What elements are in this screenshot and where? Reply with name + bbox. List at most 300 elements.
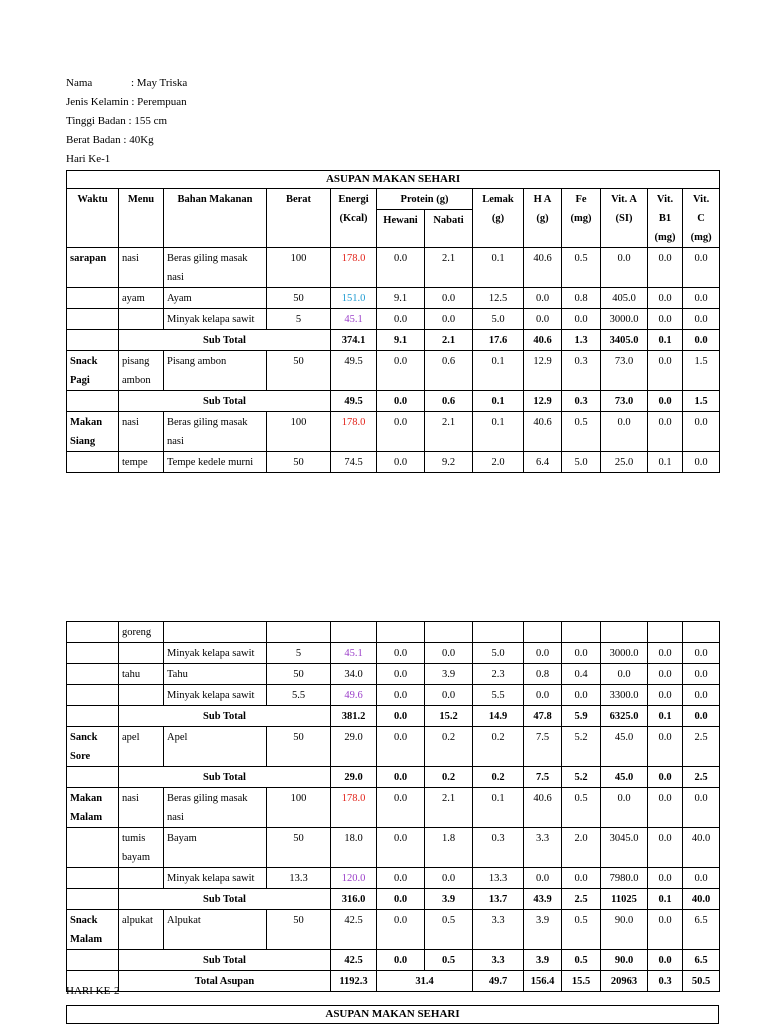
cell-value: 100 xyxy=(267,248,331,288)
cell-menu: alpukat xyxy=(119,910,164,950)
subtotal-value: 5.2 xyxy=(562,767,601,788)
cell-value: 0.0 xyxy=(648,788,683,828)
cell-value xyxy=(473,622,524,643)
subtotal-value: 0.0 xyxy=(377,950,425,971)
cell-value: 3.3 xyxy=(524,828,562,868)
cell-value: 0.5 xyxy=(562,788,601,828)
table-row xyxy=(67,309,720,330)
cell-value: 0.0 xyxy=(683,643,720,664)
subtotal-value: 90.0 xyxy=(601,950,648,971)
cell-value: 0.0 xyxy=(601,248,648,288)
cell-value: 0.0 xyxy=(425,685,473,706)
header-menu: Menu xyxy=(119,189,164,248)
info-nama xyxy=(66,74,187,93)
cell-value: 100 xyxy=(267,412,331,452)
cell-value: 0.2 xyxy=(425,727,473,767)
cell-value: 25.0 xyxy=(601,452,648,473)
header-nabati: Nabati xyxy=(425,210,473,248)
subtotal-value: 2.5 xyxy=(683,767,720,788)
total-value: 15.5 xyxy=(562,971,601,992)
cell-value: 0.0 xyxy=(425,309,473,330)
cell-value: 0.0 xyxy=(648,868,683,889)
subtotal-value: 0.1 xyxy=(473,391,524,412)
cell-value: 0.0 xyxy=(562,685,601,706)
subtotal-value: 0.0 xyxy=(683,330,720,351)
subtotal-spacer xyxy=(67,706,119,727)
header-lemak-label: Lemak xyxy=(482,194,514,205)
table-body-2 xyxy=(67,622,720,992)
header-vitc-b: C xyxy=(697,213,705,224)
subtotal-value: 43.9 xyxy=(524,889,562,910)
cell-menu xyxy=(119,309,164,330)
subtotal-row xyxy=(67,706,720,727)
subtotal-value: 1.5 xyxy=(683,391,720,412)
cell-value: 2.1 xyxy=(425,248,473,288)
cell-value: 2.3 xyxy=(473,664,524,685)
cell-value: 0.0 xyxy=(377,727,425,767)
cell-value: 2.5 xyxy=(683,727,720,767)
cell-value: 3045.0 xyxy=(601,828,648,868)
cell-bahan xyxy=(164,622,267,643)
cell-value: 50 xyxy=(267,288,331,309)
header-energi-unit: (Kcal) xyxy=(339,213,368,224)
cell-value: 0.3 xyxy=(473,828,524,868)
cell-bahan: Minyak kelapa sawit xyxy=(164,868,267,889)
cell-bahan: Bayam xyxy=(164,828,267,868)
cell-waktu: Makan Malam xyxy=(67,788,119,828)
cell-value: 405.0 xyxy=(601,288,648,309)
table-row xyxy=(67,288,720,309)
cell-value: 0.0 xyxy=(683,685,720,706)
header-ha-unit: (g) xyxy=(536,213,549,224)
subtotal-label: Sub Total xyxy=(119,706,331,727)
subtotal-value: 17.6 xyxy=(473,330,524,351)
subtotal-value: 13.7 xyxy=(473,889,524,910)
cell-value: 2.1 xyxy=(425,412,473,452)
header-lemak xyxy=(473,189,524,248)
subtotal-value: 49.5 xyxy=(331,391,377,412)
cell-value: 0.8 xyxy=(562,288,601,309)
table-title: ASUPAN MAKAN SEHARI xyxy=(67,171,720,189)
table-row xyxy=(67,622,720,643)
cell-waktu xyxy=(67,288,119,309)
cell-value xyxy=(425,622,473,643)
cell-value: 0.0 xyxy=(648,351,683,391)
subtotal-value: 0.1 xyxy=(648,330,683,351)
subtotal-value: 381.2 xyxy=(331,706,377,727)
subtotal-value: 0.5 xyxy=(562,950,601,971)
cell-waktu xyxy=(67,868,119,889)
cell-menu: goreng xyxy=(119,622,164,643)
table-title-row xyxy=(67,171,720,189)
cell-value: 0.0 xyxy=(601,664,648,685)
cell-energi: 29.0 xyxy=(331,727,377,767)
cell-value: 0.0 xyxy=(562,868,601,889)
cell-value: 0.3 xyxy=(562,351,601,391)
cell-menu: tumis bayam xyxy=(119,828,164,868)
cell-value: 0.0 xyxy=(601,788,648,828)
subtotal-row xyxy=(67,330,720,351)
cell-value: 0.6 xyxy=(425,351,473,391)
cell-value: 6.5 xyxy=(683,910,720,950)
cell-value: 40.6 xyxy=(524,412,562,452)
cell-energi: 42.5 xyxy=(331,910,377,950)
subtotal-label: Sub Total xyxy=(119,767,331,788)
cell-waktu: Snack Pagi xyxy=(67,351,119,391)
cell-bahan: Tahu xyxy=(164,664,267,685)
cell-value: 0.0 xyxy=(377,412,425,452)
cell-value: 90.0 xyxy=(601,910,648,950)
subtotal-label: Sub Total xyxy=(119,391,331,412)
subtotal-value: 45.0 xyxy=(601,767,648,788)
cell-value: 3.9 xyxy=(425,664,473,685)
header-ha-label: H A xyxy=(533,194,552,205)
subtotal-label: Sub Total xyxy=(119,330,331,351)
asupan-table-day1-part1 xyxy=(66,170,720,473)
cell-value: 0.0 xyxy=(377,788,425,828)
cell-value: 7.5 xyxy=(524,727,562,767)
cell-bahan: Beras giling masak nasi xyxy=(164,788,267,828)
cell-value: 0.1 xyxy=(648,452,683,473)
cell-menu: apel xyxy=(119,727,164,767)
cell-value: 12.9 xyxy=(524,351,562,391)
cell-value: 0.0 xyxy=(683,248,720,288)
cell-value: 0.0 xyxy=(562,309,601,330)
total-value: 0.3 xyxy=(648,971,683,992)
cell-value: 5 xyxy=(267,643,331,664)
header-fe-unit: (mg) xyxy=(570,213,592,224)
header-fe xyxy=(562,189,601,248)
cell-value: 0.0 xyxy=(648,248,683,288)
header-vitb1-unit: (mg) xyxy=(654,232,676,243)
cell-value: 0.0 xyxy=(377,868,425,889)
cell-value: 5 xyxy=(267,309,331,330)
table-title-day2: ASUPAN MAKAN SEHARI xyxy=(67,1006,719,1024)
subtotal-label: Sub Total xyxy=(119,889,331,910)
table-row xyxy=(67,452,720,473)
cell-value: 50 xyxy=(267,351,331,391)
cell-menu xyxy=(119,643,164,664)
cell-value: 5.0 xyxy=(473,643,524,664)
cell-bahan: Beras giling masak nasi xyxy=(164,412,267,452)
header-protein: Protein (g) xyxy=(377,189,473,210)
cell-waktu: Snack Malam xyxy=(67,910,119,950)
cell-value: 2.0 xyxy=(562,828,601,868)
subtotal-value: 316.0 xyxy=(331,889,377,910)
cell-menu xyxy=(119,685,164,706)
cell-energi: 178.0 xyxy=(331,412,377,452)
cell-energi: 120.0 xyxy=(331,868,377,889)
cell-value: 0.0 xyxy=(524,643,562,664)
asupan-table-day1-part2 xyxy=(66,621,720,992)
subtotal-spacer xyxy=(67,767,119,788)
cell-bahan: Pisang ambon xyxy=(164,351,267,391)
cell-value: 0.0 xyxy=(648,288,683,309)
subtotal-value: 2.1 xyxy=(425,330,473,351)
table-title-row-day2 xyxy=(67,1006,719,1024)
cell-menu: pisang ambon xyxy=(119,351,164,391)
header-berat: Berat xyxy=(267,189,331,248)
cell-value xyxy=(648,622,683,643)
cell-value: 0.0 xyxy=(524,868,562,889)
cell-menu: nasi xyxy=(119,412,164,452)
table-row xyxy=(67,788,720,828)
subtotal-row xyxy=(67,767,720,788)
cell-value: 0.0 xyxy=(683,664,720,685)
cell-value xyxy=(562,622,601,643)
asupan-table-day2 xyxy=(66,1005,719,1024)
cell-value: 0.5 xyxy=(562,910,601,950)
cell-value: 0.0 xyxy=(648,910,683,950)
header-fe-label: Fe xyxy=(575,194,587,205)
cell-energi: 49.6 xyxy=(331,685,377,706)
subtotal-value: 3.9 xyxy=(425,889,473,910)
cell-value: 3000.0 xyxy=(601,643,648,664)
header-row-1 xyxy=(67,189,720,210)
total-value: 20963 xyxy=(601,971,648,992)
cell-value: 5.5 xyxy=(473,685,524,706)
header-bahan: Bahan Makanan xyxy=(164,189,267,248)
cell-menu: nasi xyxy=(119,788,164,828)
cell-menu: ayam xyxy=(119,288,164,309)
subtotal-value: 0.0 xyxy=(377,706,425,727)
header-waktu: Waktu xyxy=(67,189,119,248)
cell-bahan: Minyak kelapa sawit xyxy=(164,685,267,706)
hari-2-label: HARI KE-2 xyxy=(66,985,120,997)
total-label: Total Asupan xyxy=(119,971,331,992)
subtotal-value: 47.8 xyxy=(524,706,562,727)
cell-energi: 178.0 xyxy=(331,788,377,828)
subtotal-value: 0.0 xyxy=(377,391,425,412)
header-vitc-a: Vit. xyxy=(692,194,710,205)
subtotal-row xyxy=(67,889,720,910)
cell-value: 0.0 xyxy=(683,452,720,473)
cell-bahan: Minyak kelapa sawit xyxy=(164,309,267,330)
cell-value: 0.0 xyxy=(377,309,425,330)
subtotal-label: Sub Total xyxy=(119,950,331,971)
info-jenis-kelamin: Jenis Kelamin : Perempuan xyxy=(66,96,187,108)
table-row xyxy=(67,727,720,767)
cell-value: 73.0 xyxy=(601,351,648,391)
cell-value: 0.0 xyxy=(377,452,425,473)
subtotal-value: 5.9 xyxy=(562,706,601,727)
subtotal-spacer xyxy=(67,391,119,412)
total-value: 1192.3 xyxy=(331,971,377,992)
subtotal-value: 14.9 xyxy=(473,706,524,727)
cell-value: 1.8 xyxy=(425,828,473,868)
cell-value: 0.0 xyxy=(562,643,601,664)
cell-value: 0.0 xyxy=(377,248,425,288)
cell-value: 0.0 xyxy=(377,664,425,685)
cell-value: 0.0 xyxy=(377,828,425,868)
table-row xyxy=(67,643,720,664)
cell-value: 50 xyxy=(267,452,331,473)
subtotal-value: 0.2 xyxy=(425,767,473,788)
cell-menu xyxy=(119,868,164,889)
total-value: 156.4 xyxy=(524,971,562,992)
header-hewani: Hewani xyxy=(377,210,425,248)
header-vita-label: Vit. A xyxy=(611,194,637,205)
subtotal-row xyxy=(67,391,720,412)
cell-value: 0.1 xyxy=(473,788,524,828)
cell-value: 0.0 xyxy=(683,412,720,452)
cell-value: 5.2 xyxy=(562,727,601,767)
cell-value: 40.0 xyxy=(683,828,720,868)
cell-value: 2.0 xyxy=(473,452,524,473)
subtotal-value: 6.5 xyxy=(683,950,720,971)
subtotal-value: 12.9 xyxy=(524,391,562,412)
cell-value: 0.0 xyxy=(648,828,683,868)
header-vita-unit: (SI) xyxy=(615,213,633,224)
total-value: 50.5 xyxy=(683,971,720,992)
cell-waktu xyxy=(67,685,119,706)
cell-value: 5.5 xyxy=(267,685,331,706)
cell-energi: 34.0 xyxy=(331,664,377,685)
info-tinggi-badan: Tinggi Badan : 155 cm xyxy=(66,115,168,127)
cell-value: 0.0 xyxy=(648,664,683,685)
cell-waktu xyxy=(67,643,119,664)
table-row xyxy=(67,828,720,868)
cell-waktu xyxy=(67,664,119,685)
cell-energi: 45.1 xyxy=(331,643,377,664)
cell-value: 40.6 xyxy=(524,248,562,288)
subtotal-value: 3.9 xyxy=(524,950,562,971)
table-row xyxy=(67,248,720,288)
cell-energi xyxy=(331,622,377,643)
subtotal-value: 15.2 xyxy=(425,706,473,727)
cell-energi: 18.0 xyxy=(331,828,377,868)
cell-value: 13.3 xyxy=(267,868,331,889)
cell-value: 6.4 xyxy=(524,452,562,473)
cell-value: 100 xyxy=(267,788,331,828)
subtotal-row xyxy=(67,950,720,971)
header-vitb1-a: Vit. xyxy=(656,194,674,205)
cell-value: 0.0 xyxy=(648,412,683,452)
cell-value: 0.1 xyxy=(473,351,524,391)
subtotal-value: 0.5 xyxy=(425,950,473,971)
cell-value: 7980.0 xyxy=(601,868,648,889)
cell-value: 0.0 xyxy=(683,309,720,330)
cell-energi: 178.0 xyxy=(331,248,377,288)
subtotal-value: 0.0 xyxy=(683,706,720,727)
subtotal-value: 0.0 xyxy=(377,767,425,788)
subtotal-value: 6325.0 xyxy=(601,706,648,727)
subtotal-value: 42.5 xyxy=(331,950,377,971)
cell-value: 50 xyxy=(267,664,331,685)
patient-info xyxy=(66,74,187,169)
cell-value: 0.0 xyxy=(524,309,562,330)
cell-value: 0.0 xyxy=(648,309,683,330)
table-row xyxy=(67,868,720,889)
subtotal-value: 0.0 xyxy=(377,889,425,910)
cell-value xyxy=(267,622,331,643)
subtotal-value: 40.6 xyxy=(524,330,562,351)
subtotal-value: 0.0 xyxy=(648,767,683,788)
cell-menu: tahu xyxy=(119,664,164,685)
cell-value: 0.0 xyxy=(648,685,683,706)
cell-value: 0.0 xyxy=(601,412,648,452)
subtotal-value: 3.3 xyxy=(473,950,524,971)
table-row xyxy=(67,412,720,452)
header-vitb1 xyxy=(648,189,683,248)
cell-value: 45.0 xyxy=(601,727,648,767)
cell-value: 0.0 xyxy=(683,868,720,889)
header-energi xyxy=(331,189,377,248)
subtotal-value: 2.5 xyxy=(562,889,601,910)
cell-value: 0.5 xyxy=(425,910,473,950)
cell-value: 0.0 xyxy=(683,288,720,309)
cell-value: 1.5 xyxy=(683,351,720,391)
cell-waktu xyxy=(67,309,119,330)
table-row xyxy=(67,910,720,950)
subtotal-value: 0.1 xyxy=(648,889,683,910)
cell-bahan: Alpukat xyxy=(164,910,267,950)
cell-menu: nasi xyxy=(119,248,164,288)
subtotal-value: 374.1 xyxy=(331,330,377,351)
cell-bahan: Ayam xyxy=(164,288,267,309)
cell-value: 50 xyxy=(267,727,331,767)
cell-value: 0.2 xyxy=(473,727,524,767)
cell-value: 0.0 xyxy=(377,643,425,664)
cell-value: 5.0 xyxy=(562,452,601,473)
cell-value xyxy=(524,622,562,643)
cell-bahan: Minyak kelapa sawit xyxy=(164,643,267,664)
cell-value: 0.0 xyxy=(524,288,562,309)
total-value: 49.7 xyxy=(473,971,524,992)
cell-value xyxy=(601,622,648,643)
cell-value: 13.3 xyxy=(473,868,524,889)
cell-value: 0.8 xyxy=(524,664,562,685)
cell-bahan: Beras giling masak nasi xyxy=(164,248,267,288)
cell-value: 0.0 xyxy=(377,685,425,706)
cell-value: 3.3 xyxy=(473,910,524,950)
cell-value: 5.0 xyxy=(473,309,524,330)
header-lemak-unit: (g) xyxy=(491,213,505,224)
table-row xyxy=(67,685,720,706)
header-vitb1-b: B1 xyxy=(658,213,672,224)
subtotal-value: 7.5 xyxy=(524,767,562,788)
subtotal-value: 11025 xyxy=(601,889,648,910)
cell-value: 0.5 xyxy=(562,248,601,288)
header-vitc xyxy=(683,189,720,248)
header-vitc-unit: (mg) xyxy=(690,232,712,243)
subtotal-value: 0.6 xyxy=(425,391,473,412)
cell-value: 2.1 xyxy=(425,788,473,828)
info-berat-badan: Berat Badan : 40Kg xyxy=(66,134,154,146)
cell-value: 0.0 xyxy=(377,351,425,391)
subtotal-value: 9.1 xyxy=(377,330,425,351)
cell-energi: 74.5 xyxy=(331,452,377,473)
cell-energi: 49.5 xyxy=(331,351,377,391)
cell-value: 40.6 xyxy=(524,788,562,828)
cell-energi: 45.1 xyxy=(331,309,377,330)
table-body-1 xyxy=(67,248,720,473)
cell-menu: tempe xyxy=(119,452,164,473)
cell-value: 0.5 xyxy=(562,412,601,452)
cell-value: 9.2 xyxy=(425,452,473,473)
total-row xyxy=(67,971,720,992)
subtotal-spacer xyxy=(67,950,119,971)
header-energi-label: Energi xyxy=(338,194,369,205)
cell-value: 0.0 xyxy=(524,685,562,706)
subtotal-value: 1.3 xyxy=(562,330,601,351)
cell-value: 0.0 xyxy=(425,643,473,664)
subtotal-value: 0.1 xyxy=(648,706,683,727)
subtotal-value: 29.0 xyxy=(331,767,377,788)
cell-value: 12.5 xyxy=(473,288,524,309)
table-row xyxy=(67,351,720,391)
cell-waktu xyxy=(67,452,119,473)
